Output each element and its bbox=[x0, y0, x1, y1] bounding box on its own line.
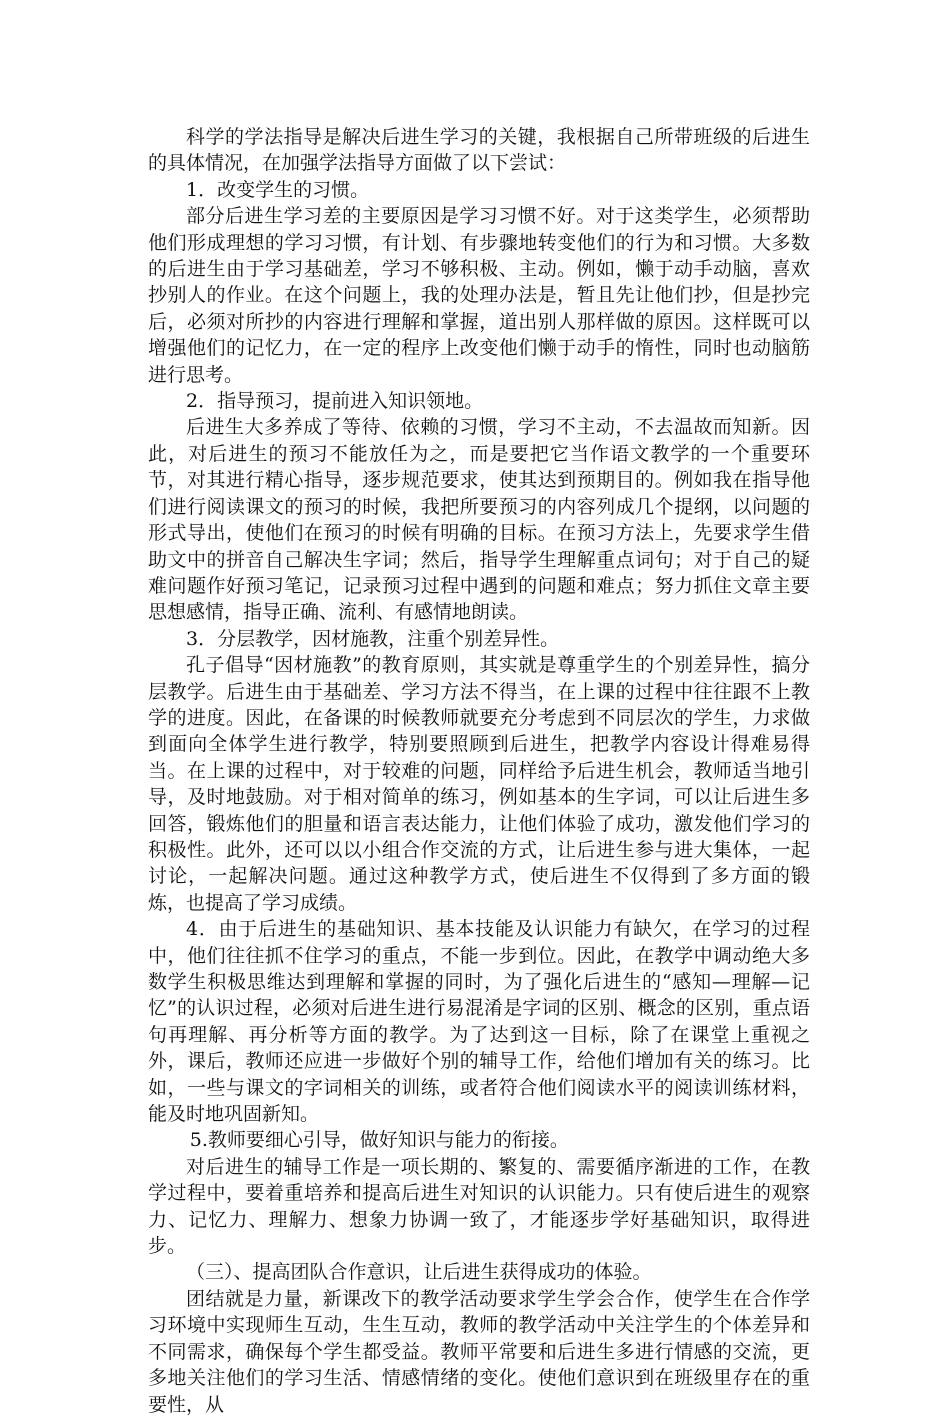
heading-careful-guidance: 5.教师要细心引导，做好知识与能力的衔接。 bbox=[189, 1129, 569, 1152]
document-body bbox=[148, 124, 810, 1418]
paragraph-preview-guidance: 后进生大多养成了等待、依赖的习惯，学习不主动，不去温故而知新。因此，对后进生的预习不能放任为之，而是要把它当作语文教学的一个重要环节，对其进行精心指导，逐步规范要求，使其达到预期目的。例如我在指导他们进行阅读课文的预习的时候，我把所要预习的内容列成几个提纲，以问题的形式导出，使他们在预习的时候有明确的目标。在预习方法上，先要求学生借助文中的拼音自己解决生字词；然后，指导学生理解重点词句；对于自己的疑难问题作好预习笔记，记录预习过程中遇到的问题和难点；努力抓住文章主要思想感情，指导正确、流利、有感情地朗读。 bbox=[148, 416, 810, 624]
paragraph-habit-change: 部分后进生学习差的主要原因是学习习惯不好。对于这类学生，必须帮助他们形成理想的学习习惯，有计划、有步骤地转变他们的行为和习惯。大多数的后进生由于学习基础差，学习不够积极、主动。例如，懒于动手动脑，喜欢抄别人的作业。在这个问题上，我的处理办法是，暂且先让他们抄，但是抄完后，必须对所抄的内容进行理解和掌握，道出别人那样做的原因。这样既可以增强他们的记忆力，在一定的程序上改变他们懒于动手的惰性，同时也动脑筋进行思考。 bbox=[148, 205, 810, 386]
paragraph-careful-guidance: 对后进生的辅导工作是一项长期的、繁复的、需要循序渐进的工作，在教学过程中，要着重培养和提高后进生对知识的认识能力。只有使后进生的观察力、记忆力、理解力、想象力协调一致了，才能逐步学好基础知识，取得进步。 bbox=[148, 1155, 810, 1258]
heading-team-cooperation: （三）、提高团队合作意识，让后进生获得成功的体验。 bbox=[186, 1261, 652, 1284]
intro-paragraph: 科学的学法指导是解决后进生学习的关键，我根据自己所带班级的后进生的具体情况，在加强学法指导方面做了以下尝试： bbox=[148, 126, 810, 175]
heading-layered-teaching: 3．分层教学，因材施教，注重个别差异性。 bbox=[186, 627, 560, 650]
paragraph-team-cooperation: 团结就是力量，新课改下的教学活动要求学生学会合作，使学生在合作学习环境中实现师生互动，生生互动，教师的教学活动中关注学生的个体差异和不同需求，确保每个学生都受益。教师平常要和后进生多进行情感的交流，更多地关注他们的学习生活、情感情绪的变化。使他们意识到在班级里存在的重要性，从 bbox=[148, 1287, 810, 1416]
paragraph-point-four: 4．由于后进生的基础知识、基本技能及认识能力有缺欠，在学习的过程中，他们往往抓不住学习的重点，不能一步到位。因此，在教学中调动绝大多数学生积极思维达到理解和掌握的同时，为了强化后进生的“感知—理解—记忆”的认识过程，必须对后进生进行易混淆是字词的区别、概念的区别，重点语句再理解、再分析等方面的教学。为了达到这一目标，除了在课堂上重视之外，课后，教师还应进一步做好个别的辅导工作，给他们增加有关的练习。比如，一些与课文的字词相关的训练，或者符合他们阅读水平的阅读训练材料，能及时地巩固新知。 bbox=[148, 918, 810, 1126]
heading-habit-change: 1．改变学生的习惯。 bbox=[186, 178, 370, 201]
paragraph-layered-teaching: 孔子倡导“因材施教”的教育原则，其实就是尊重学生的个别差异性，搞分层教学。后进生由于基础差、学习方法不得当，在上课的过程中往往跟不上教学的进度。因此，在备课的时候教师就要充分考虑到不同层次的学生，力求做到面向全体学生进行教学，特别要照顾到后进生，把教学内容设计得难易得当。在上课的过程中，对于较难的问题，同样给予后进生机会，教师适当地引导，及时地鼓励。对于相对简单的练习，例如基本的生字词，可以让后进生多回答，锻炼他们的胆量和语言表达能力，让他们体验了成功，激发他们学习的积极性。此外，还可以以小组合作交流的方式，让后进生参与进大集体，一起讨论，一起解决问题。通过这种教学方式，使后进生不仅得到了多方面的锻炼，也提高了学习成绩。 bbox=[148, 654, 810, 914]
heading-preview-guidance: 2．指导预习，提前进入知识领地。 bbox=[186, 390, 484, 413]
